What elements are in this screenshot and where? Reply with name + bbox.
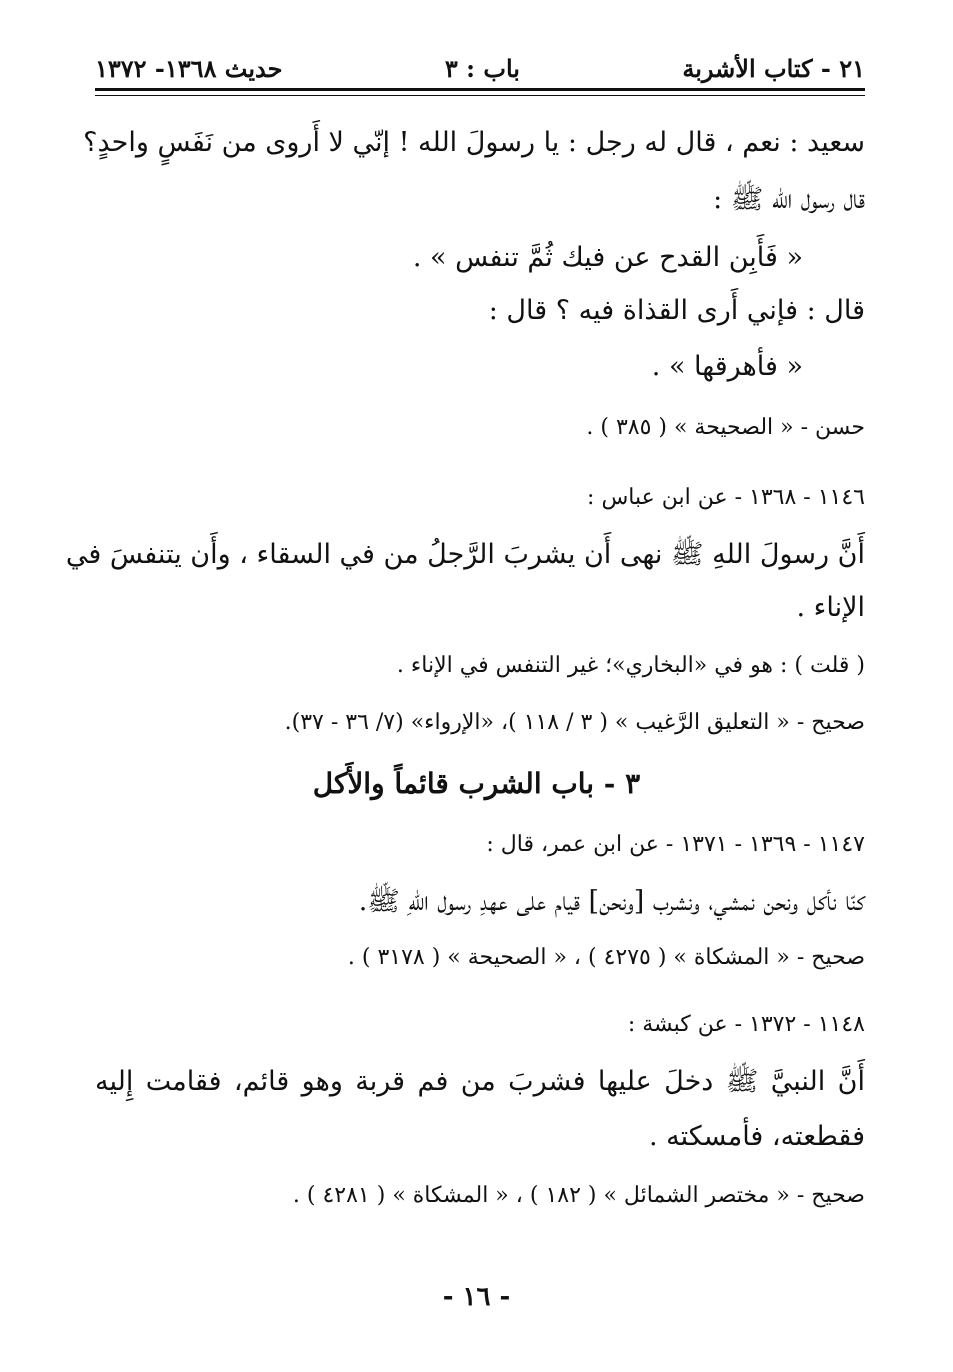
text-line: فقطعته، فأمسكته . xyxy=(648,1121,865,1152)
grading-line: حسن - « الصحيحة » ( ٣٨٥ ) . xyxy=(586,415,865,440)
text-line: كنّا نأكل ونحن نمشي، ونشرب [ونحن] قيام على عهدِ رسول اللهِ ﷺ. xyxy=(358,886,865,917)
hadith-number-line: ١١٤٨ - ١٣٧٢ - عن كبشة : xyxy=(627,1012,865,1037)
page-number: - ١٦ - xyxy=(442,1282,511,1312)
section-label: باب : ٣ xyxy=(444,53,520,83)
header-rule-thick xyxy=(95,88,865,91)
note-line: ( قلت ) : هو في «البخاري»؛ غير التنفس في الإناء . xyxy=(396,653,865,678)
section-heading: ٣ - باب الشرب قائماً والأَكل xyxy=(312,767,641,800)
header-rule-thin xyxy=(95,95,865,96)
text-line: قال : فإني أَرى القذاة فيه ؟ قال : xyxy=(488,295,865,326)
hadith-number-line: ١١٤٧ - ١٣٦٩ - ١٣٧١ - عن ابن عمر، قال : xyxy=(486,832,865,857)
grading-line: صحيح - « المشكاة » ( ٤٢٧٥ ) ، « الصحيحة » ( ٣١٧٨ ) . xyxy=(347,945,865,970)
grading-line: صحيح - « التعليق الرَّغيب » ( ٣ / ١١٨ )، «الإرواء» (٧/ ٣٦ - ٣٧). xyxy=(284,710,865,735)
running-header xyxy=(95,48,865,88)
chapter-title: ٢١ - كتاب الأشربة xyxy=(682,53,865,83)
grading-line: صحيح - « مختصر الشمائل » ( ١٨٢ ) ، « المشكاة » ( ٤٢٨١ ) . xyxy=(292,1183,865,1208)
text-line: « فأهرقها » . xyxy=(651,351,803,382)
text-line: أَنَّ رسولَ اللهِ ﷺ نهى أَن يشربَ الرَّجلُ من في السقاء ، وأَن يتنفسَ في xyxy=(65,539,865,570)
text-line: الإناء . xyxy=(796,592,865,623)
text-line: « فَأَبِن القدح عن فيك ثُمَّ تنفس » . xyxy=(412,242,803,273)
hadith-range: حديث ١٣٦٨- ١٣٧٢ xyxy=(95,53,283,83)
text-line: قال رسول الله ﷺ : xyxy=(713,184,865,215)
hadith-number-line: ١١٤٦ - ١٣٦٨ - عن ابن عباس : xyxy=(587,485,865,510)
text-line: سعيد : نعم ، قال له رجل : يا رسولَ الله ! إنّي لا أَروى من نَفَسٍ واحدٍ؟ xyxy=(83,127,865,158)
text-line: أَنَّ النبيَّ ﷺ دخلَ عليها فشربَ من فم قربة وهو قائم، فقامت إِليه xyxy=(95,1066,865,1097)
